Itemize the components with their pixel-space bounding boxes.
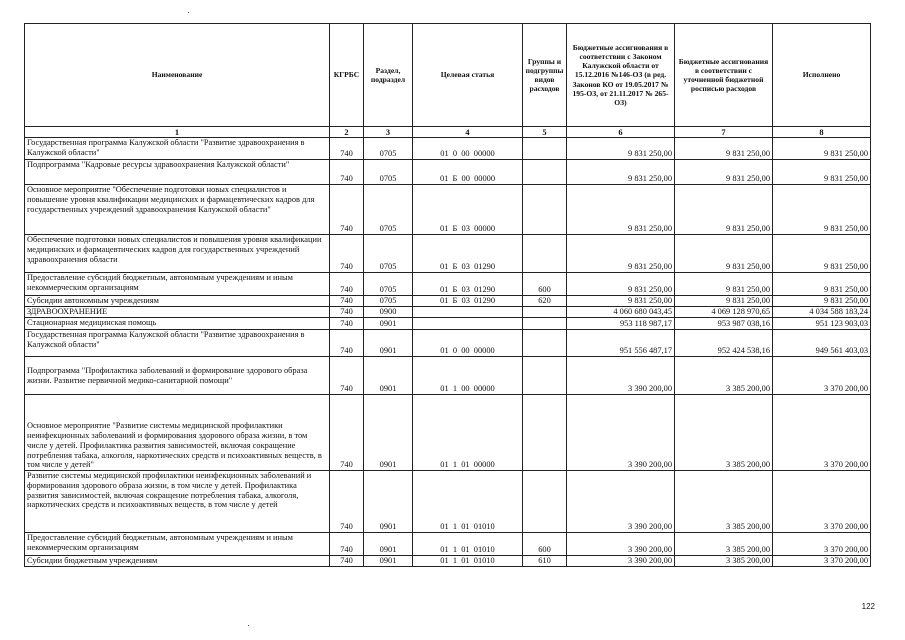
row-executed-amount: 3 370 200,00 <box>773 357 871 395</box>
column-number: 6 <box>567 127 675 138</box>
row-law-amount: 4 060 680 043,45 <box>567 307 675 318</box>
row-group <box>523 307 567 318</box>
row-group: 610 <box>523 556 567 567</box>
row-executed-amount: 9 831 250,00 <box>773 160 871 185</box>
row-refined-amount: 3 385 200,00 <box>675 556 773 567</box>
row-kgrbs: 740 <box>330 273 364 296</box>
row-kgrbs: 740 <box>330 185 364 235</box>
row-name: Предоставление субсидий бюджетным, автономным учреждениям и иным некоммерческим организациям <box>25 273 330 296</box>
header-groups: Группы и подгруппы видов расходов <box>523 24 567 127</box>
header-name: Наименование <box>25 24 330 127</box>
table-row <box>25 235 871 273</box>
row-executed-amount: 3 370 200,00 <box>773 471 871 533</box>
row-kgrbs: 740 <box>330 138 364 160</box>
row-executed-amount: 9 831 250,00 <box>773 296 871 307</box>
row-target: 01 1 01 01010 <box>413 556 523 567</box>
row-kgrbs: 740 <box>330 395 364 471</box>
row-name: Стационарная медицинская помощь <box>25 318 330 330</box>
row-executed-amount: 9 831 250,00 <box>773 138 871 160</box>
row-group <box>523 318 567 330</box>
column-number-row <box>25 127 871 138</box>
header-kgrbs: КГРБС <box>330 24 364 127</box>
row-group: 600 <box>523 533 567 556</box>
row-law-amount: 953 118 987,17 <box>567 318 675 330</box>
row-group <box>523 138 567 160</box>
header-law-allocations: Бюджетные ассигнования в соответствии с Законом Калужской области от 15.12.2016 №146-ОЗ (в ред. Законов КО от 19.05.2017 № 195-ОЗ, от 21.11.2017 № 265-ОЗ) <box>567 24 675 127</box>
row-kgrbs: 740 <box>330 471 364 533</box>
row-target: 01 Б 03 01290 <box>413 273 523 296</box>
row-group <box>523 395 567 471</box>
column-number: 3 <box>364 127 413 138</box>
scan-speck <box>248 625 249 626</box>
row-refined-amount: 9 831 250,00 <box>675 235 773 273</box>
row-target: 01 1 01 01010 <box>413 471 523 533</box>
row-law-amount: 9 831 250,00 <box>567 296 675 307</box>
row-refined-amount: 3 385 200,00 <box>675 471 773 533</box>
row-executed-amount: 9 831 250,00 <box>773 273 871 296</box>
row-refined-amount: 9 831 250,00 <box>675 296 773 307</box>
table-row <box>25 138 871 160</box>
budget-table <box>24 23 871 567</box>
row-name: Обеспечение подготовки новых специалистов и повышения уровня квалификации медицинских и фармацевтических кадров для государственных учреждений здравоохранения области <box>25 235 330 273</box>
table-row <box>25 307 871 318</box>
row-section: 0901 <box>364 395 413 471</box>
row-law-amount: 9 831 250,00 <box>567 185 675 235</box>
column-number: 1 <box>25 127 330 138</box>
row-executed-amount: 3 370 200,00 <box>773 533 871 556</box>
row-target: 01 Б 03 00000 <box>413 185 523 235</box>
row-group <box>523 330 567 357</box>
row-name: Подпрограмма "Профилактика заболеваний и формирование здорового образа жизни. Развитие первичной медико-санитарной помощи" <box>25 357 330 395</box>
row-executed-amount: 4 034 588 183,24 <box>773 307 871 318</box>
row-refined-amount: 9 831 250,00 <box>675 160 773 185</box>
row-kgrbs: 740 <box>330 357 364 395</box>
row-target <box>413 318 523 330</box>
row-name: Подпрограмма "Кадровые ресурсы здравоохранения Калужской области" <box>25 160 330 185</box>
column-number: 8 <box>773 127 871 138</box>
header-section: Раздел, подраздел <box>364 24 413 127</box>
row-refined-amount: 952 424 538,16 <box>675 330 773 357</box>
column-number: 2 <box>330 127 364 138</box>
row-section: 0901 <box>364 471 413 533</box>
row-group <box>523 357 567 395</box>
table-row <box>25 330 871 357</box>
table-row <box>25 296 871 307</box>
row-target <box>413 307 523 318</box>
row-target: 01 Б 00 00000 <box>413 160 523 185</box>
row-target: 01 Б 03 01290 <box>413 296 523 307</box>
table-row <box>25 471 871 533</box>
row-group: 620 <box>523 296 567 307</box>
row-target: 01 0 00 00000 <box>413 330 523 357</box>
row-target: 01 1 01 01010 <box>413 533 523 556</box>
row-group: 600 <box>523 273 567 296</box>
row-section: 0705 <box>364 273 413 296</box>
table-header-row <box>25 24 871 127</box>
row-refined-amount: 3 385 200,00 <box>675 395 773 471</box>
row-kgrbs: 740 <box>330 307 364 318</box>
row-name: Основное мероприятие "Обеспечение подготовки новых специалистов и повышение уровня квалификации медицинских и фармацевтических кадров для государственных учреждений здравоохранения Калужской области" <box>25 185 330 235</box>
row-law-amount: 9 831 250,00 <box>567 160 675 185</box>
row-group <box>523 185 567 235</box>
row-group <box>523 471 567 533</box>
row-section: 0705 <box>364 296 413 307</box>
row-law-amount: 9 831 250,00 <box>567 273 675 296</box>
table-row <box>25 395 871 471</box>
row-name: Государственная программа Калужской области "Развитие здравоохранения в Калужской области" <box>25 330 330 357</box>
row-name: ЗДРАВООХРАНЕНИЕ <box>25 307 330 318</box>
row-law-amount: 3 390 200,00 <box>567 556 675 567</box>
row-refined-amount: 9 831 250,00 <box>675 185 773 235</box>
row-executed-amount: 3 370 200,00 <box>773 395 871 471</box>
table-row <box>25 273 871 296</box>
row-name: Предоставление субсидий бюджетным, автономным учреждениям и иным некоммерческим организациям <box>25 533 330 556</box>
row-kgrbs: 740 <box>330 318 364 330</box>
row-law-amount: 9 831 250,00 <box>567 138 675 160</box>
header-target: Целевая статья <box>413 24 523 127</box>
table-row <box>25 533 871 556</box>
row-refined-amount: 4 069 128 970,65 <box>675 307 773 318</box>
row-law-amount: 9 831 250,00 <box>567 235 675 273</box>
page-number: 122 <box>861 602 875 611</box>
row-law-amount: 3 390 200,00 <box>567 471 675 533</box>
header-executed: Исполнено <box>773 24 871 127</box>
table-row <box>25 318 871 330</box>
row-section: 0901 <box>364 533 413 556</box>
row-group <box>523 235 567 273</box>
row-kgrbs: 740 <box>330 235 364 273</box>
row-refined-amount: 9 831 250,00 <box>675 138 773 160</box>
scan-speck <box>188 12 189 13</box>
header-refined-allocations: Бюджетные ассигнования в соответствии с уточненной бюджетной росписью расходов <box>675 24 773 127</box>
row-law-amount: 951 556 487,17 <box>567 330 675 357</box>
row-section: 0901 <box>364 357 413 395</box>
row-executed-amount: 9 831 250,00 <box>773 235 871 273</box>
column-number: 7 <box>675 127 773 138</box>
row-law-amount: 3 390 200,00 <box>567 357 675 395</box>
row-group <box>523 160 567 185</box>
row-target: 01 1 01 00000 <box>413 395 523 471</box>
row-target: 01 1 00 00000 <box>413 357 523 395</box>
row-kgrbs: 740 <box>330 330 364 357</box>
row-executed-amount: 949 561 403,03 <box>773 330 871 357</box>
row-refined-amount: 3 385 200,00 <box>675 357 773 395</box>
row-refined-amount: 953 987 038,16 <box>675 318 773 330</box>
row-refined-amount: 9 831 250,00 <box>675 273 773 296</box>
row-kgrbs: 740 <box>330 160 364 185</box>
row-executed-amount: 9 831 250,00 <box>773 185 871 235</box>
row-name: Основное мероприятие "Развитие системы медицинской профилактики неинфекционных заболеваний и формирования здорового образа жизни, в том числе у детей. Профилактика развития зависимостей, включая сокращение потребления табака, алкоголя, наркотических средств и психоактивных веществ, в том числе у детей" <box>25 395 330 471</box>
row-section: 0705 <box>364 160 413 185</box>
row-refined-amount: 3 385 200,00 <box>675 533 773 556</box>
row-name: Государственная программа Калужской области "Развитие здравоохранения в Калужской области" <box>25 138 330 160</box>
row-law-amount: 3 390 200,00 <box>567 395 675 471</box>
row-section: 0705 <box>364 185 413 235</box>
row-kgrbs: 740 <box>330 533 364 556</box>
row-section: 0901 <box>364 330 413 357</box>
row-law-amount: 3 390 200,00 <box>567 533 675 556</box>
column-number: 5 <box>523 127 567 138</box>
row-section: 0705 <box>364 235 413 273</box>
table-row <box>25 556 871 567</box>
column-number: 4 <box>413 127 523 138</box>
row-name: Субсидии бюджетным учреждениям <box>25 556 330 567</box>
table-row <box>25 185 871 235</box>
row-executed-amount: 951 123 903,03 <box>773 318 871 330</box>
row-section: 0901 <box>364 556 413 567</box>
row-name: Развитие системы медицинской профилактики неинфекционных заболеваний и формирования здорового образа жизни, в том числе у детей. Профилактика развития зависимостей, включая сокращение потребления табака, алкоголя, наркотических средств и психоактивных веществ, в том числе у детей <box>25 471 330 533</box>
row-section: 0901 <box>364 318 413 330</box>
row-target: 01 Б 03 01290 <box>413 235 523 273</box>
table-row <box>25 160 871 185</box>
row-target: 01 0 00 00000 <box>413 138 523 160</box>
row-name: Субсидии автономным учреждениям <box>25 296 330 307</box>
row-kgrbs: 740 <box>330 556 364 567</box>
row-kgrbs: 740 <box>330 296 364 307</box>
row-executed-amount: 3 370 200,00 <box>773 556 871 567</box>
row-section: 0900 <box>364 307 413 318</box>
table-row <box>25 357 871 395</box>
row-section: 0705 <box>364 138 413 160</box>
